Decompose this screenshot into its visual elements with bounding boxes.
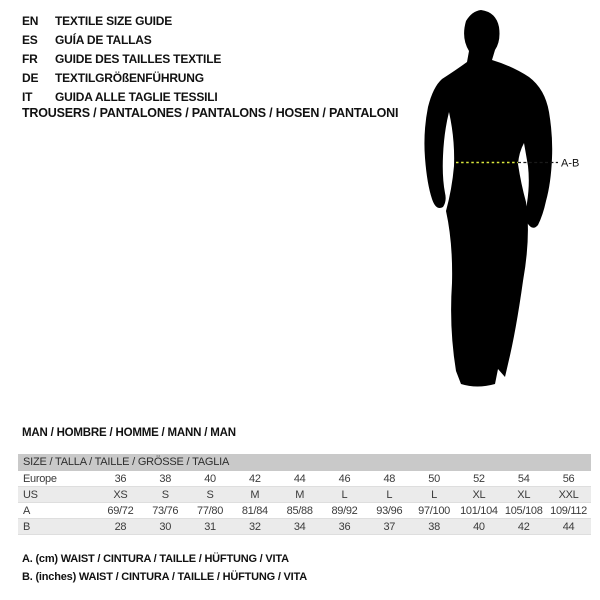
size-cell: 34 — [293, 520, 306, 533]
table-row-b-inches — [18, 519, 591, 535]
language-label: GUIDE DES TAILLES TEXTILE — [55, 51, 222, 66]
size-cell: 38 — [159, 472, 172, 485]
size-cell: 97/100 — [418, 504, 451, 517]
language-row — [22, 49, 221, 68]
measure-label-ab: A-B — [561, 157, 580, 170]
size-cell: 36 — [114, 472, 127, 485]
size-cell: XS — [113, 488, 128, 501]
size-cell: 36 — [338, 520, 351, 533]
size-cell: S — [206, 488, 214, 501]
size-cell: M — [295, 488, 305, 501]
section-title-man: MAN / HOMBRE / HOMME / MANN / MAN — [22, 427, 236, 439]
size-cell: 109/112 — [550, 504, 587, 517]
size-cell: 28 — [114, 520, 127, 533]
size-cell: L — [341, 488, 348, 501]
size-cell: 77/80 — [197, 504, 224, 517]
size-cell: 42 — [517, 520, 530, 533]
size-chart — [18, 454, 591, 535]
size-cell: 105/108 — [504, 504, 543, 517]
garment-type-line: TROUSERS / PANTALONES / PANTALONS / HOSEN / PANTALONI — [22, 106, 399, 120]
language-header — [22, 11, 221, 106]
language-row — [22, 30, 221, 49]
language-code: DE — [22, 70, 39, 85]
size-cell: 37 — [383, 520, 396, 533]
size-cell: 40 — [473, 520, 485, 533]
language-code: IT — [22, 89, 33, 104]
language-label: GUÍA DE TALLAS — [55, 32, 152, 47]
size-cell: 89/92 — [331, 504, 358, 517]
table-row-a-cm — [18, 503, 591, 519]
row-label: US — [23, 488, 38, 501]
size-cell: 40 — [204, 472, 216, 485]
language-label: GUIDA ALLE TAGLIE TESSILI — [55, 89, 218, 104]
size-cell: 56 — [562, 472, 575, 485]
size-cell: 48 — [383, 472, 396, 485]
size-cell: L — [386, 488, 393, 501]
size-cell: 93/96 — [376, 504, 403, 517]
language-label: TEXTILGRÖßENFÜHRUNG — [55, 70, 204, 85]
size-cell: 44 — [293, 472, 306, 485]
row-label: Europe — [23, 472, 57, 485]
language-code: EN — [22, 13, 39, 28]
size-cell: 73/76 — [152, 504, 179, 517]
language-row — [22, 87, 221, 106]
size-cell: 31 — [204, 520, 216, 533]
table-row-us — [18, 487, 591, 503]
language-code: ES — [22, 32, 38, 47]
note-a-cm: A. (cm) WAIST / CINTURA / TAILLE / HÜFTUNG / VITA — [22, 553, 289, 565]
language-code: FR — [22, 51, 38, 66]
size-cell: S — [161, 488, 169, 501]
man-silhouette — [424, 10, 552, 387]
size-cell: 81/84 — [241, 504, 268, 517]
size-cell: 52 — [473, 472, 485, 485]
language-row — [22, 11, 221, 30]
size-cell: XL — [472, 488, 486, 501]
size-cell: 38 — [428, 520, 440, 533]
size-cell: 46 — [338, 472, 351, 485]
size-chart-header: SIZE / TALLA / TAILLE / GRÖSSE / TAGLIA — [18, 454, 591, 471]
size-table — [18, 471, 591, 535]
size-cell: XXL — [558, 488, 579, 501]
size-cell: 101/104 — [460, 504, 498, 517]
man-silhouette-figure — [415, 0, 600, 400]
size-cell: XL — [517, 488, 531, 501]
size-cell: 42 — [249, 472, 261, 485]
size-cell: 69/72 — [107, 504, 134, 517]
note-b-inches: B. (inches) WAIST / CINTURA / TAILLE / HÜFTUNG / VITA — [22, 570, 307, 583]
table-row-europe — [18, 471, 591, 487]
size-cell: 30 — [159, 520, 172, 533]
size-cell: 32 — [249, 520, 261, 533]
language-row — [22, 68, 221, 87]
row-label: B — [23, 520, 31, 533]
size-cell: 54 — [517, 472, 530, 485]
size-cell: L — [431, 488, 437, 501]
size-cell: M — [250, 488, 260, 501]
size-cell: 50 — [428, 472, 440, 485]
language-label: TEXTILE SIZE GUIDE — [55, 13, 173, 28]
size-cell: 44 — [562, 520, 575, 533]
row-label: A — [23, 504, 31, 517]
measurement-notes — [22, 551, 307, 586]
size-cell: 85/88 — [286, 504, 313, 517]
